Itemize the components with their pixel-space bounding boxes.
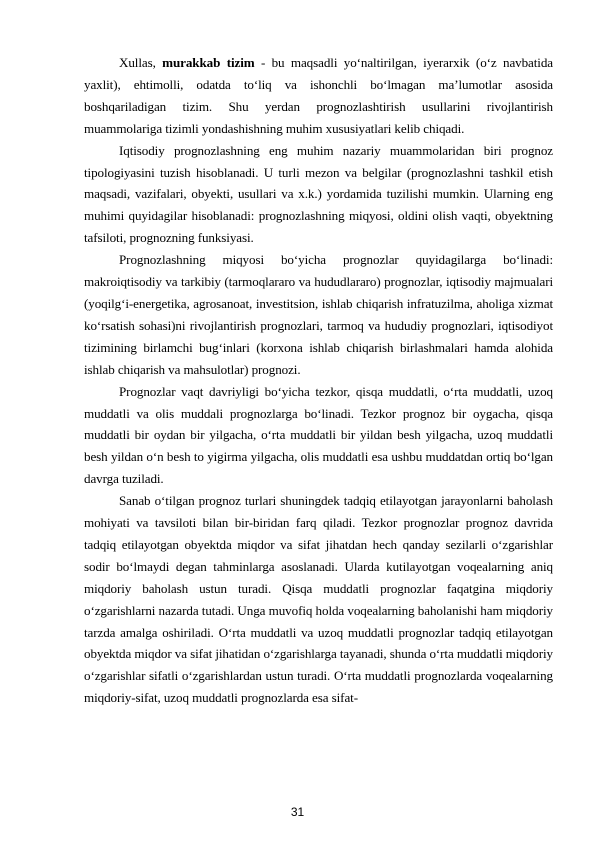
paragraph-time-period: Prognozlar vaqt davriyligi bo‘yicha tezkor, qisqa muddatli, o‘rta muddatli, uzoq muddatli va olis muddali prognozlarga bo‘linadi. Tezkor prognoz bir oygacha, qisqa muddatli bir oydan bir yilgacha, o‘rta muddatli bir yildan besh yilgacha, uzoq muddatli besh yildan o‘n besh to yigirma yilgacha, olis muddatli esa ushbu muddatdan ortiq bo‘lgan davrga tuziladi. <box>84 383 553 487</box>
document-body <box>84 52 553 709</box>
paragraph-typology: Iqtisodiy prognozlashning eng muhim nazariy muammolaridan biri prognoz tipologiyasini tuzish hisoblanadi. U turli mezon va belgilar (prognozlashni tashkil etish maqsadi, vazifalari, obyekti, usullari va x.k.) yordamida tuzilishi mumkin. Ularning eng muhimi quyidagilar hisoblanadi: prognozlashning miqyosi, oldini olish vaqti, obyektning tafsiloti, prognozning funksiyasi. <box>84 142 553 246</box>
page-number: 31 <box>290 805 305 819</box>
paragraph-lead: Xullas, <box>119 55 163 70</box>
paragraph-assessment: Sanab o‘tilgan prognoz turlari shuningdek tadqiq etilayotgan jarayonlarni baholash mohiyati va tavsiloti bilan bir-biridan farq qiladi. Tezkor prognozlar prognoz davrida tadqiq etilayotgan obyektda miqdor va sifat jihatdan hech qanday sezilarli o‘zgarishlar sodir bo‘lmaydi degan tahminlarga asoslanadi. Ularda kutilayotgan voqealarning aniq miqdoriy baholash ustun turadi. Qisqa muddatli prognozlar faqatgina miqdoriy o‘zgarishlarni nazarda tutadi. Unga muvofiq holda voqealarning baholanishi ham miqdoriy tarzda amalga oshiriladi. O‘rta muddatli va uzoq muddatli prognozlar tadqiq etilayotgan obyektda miqdor va sifat jihatidan o‘zgarishlarga tayanadi, shunda o‘rta muddatli miqdoriy o‘zgarishlar sifatli o‘zgarishlardan ustun turadi. O‘rta muddatli prognozlarda voqealarning miqdoriy-sifat, uzoq muddatli prognozlarda esa sifat- <box>84 493 553 706</box>
paragraph-rest: - bu maqsadli yo‘naltirilgan, iyerarxik (o‘z navbatida yaxlit), ehtimolli, odatda to‘liq va ishonchli bo‘lmagan ma’lumotlar asosida boshqariladigan tizim. Shu yerdan prognozlashtirish usullarini rivojlantirish muammolariga tizimli yondashishning muhim xususiyatlari kelib chiqadi. <box>84 55 553 136</box>
bold-term: murakkab tizim <box>162 55 255 70</box>
paragraph-complex-system <box>84 52 553 140</box>
paragraph-scale: Prognozlashning miqyosi bo‘yicha prognozlar quyidagilarga bo‘linadi: makroiqtisodiy va tarkibiy (tarmoqlararo va hududlararo) prognozlar, iqtisodiy majmualari (yoqilg‘i-energetika, agrosanoat, investitsion, ishlab chiqarish infratuzilma, aholiga xizmat ko‘rsatish sohasi)ni rivojlantirish prognozlari, tarmoq va hududiy prognozlari, iqtisodiyot tizimining birlamchi bug‘inlari (korxona ishlab chiqarish birlashmalari hamda alohida ishlab chiqarish va mahsulotlar) prognozi. <box>84 252 553 377</box>
